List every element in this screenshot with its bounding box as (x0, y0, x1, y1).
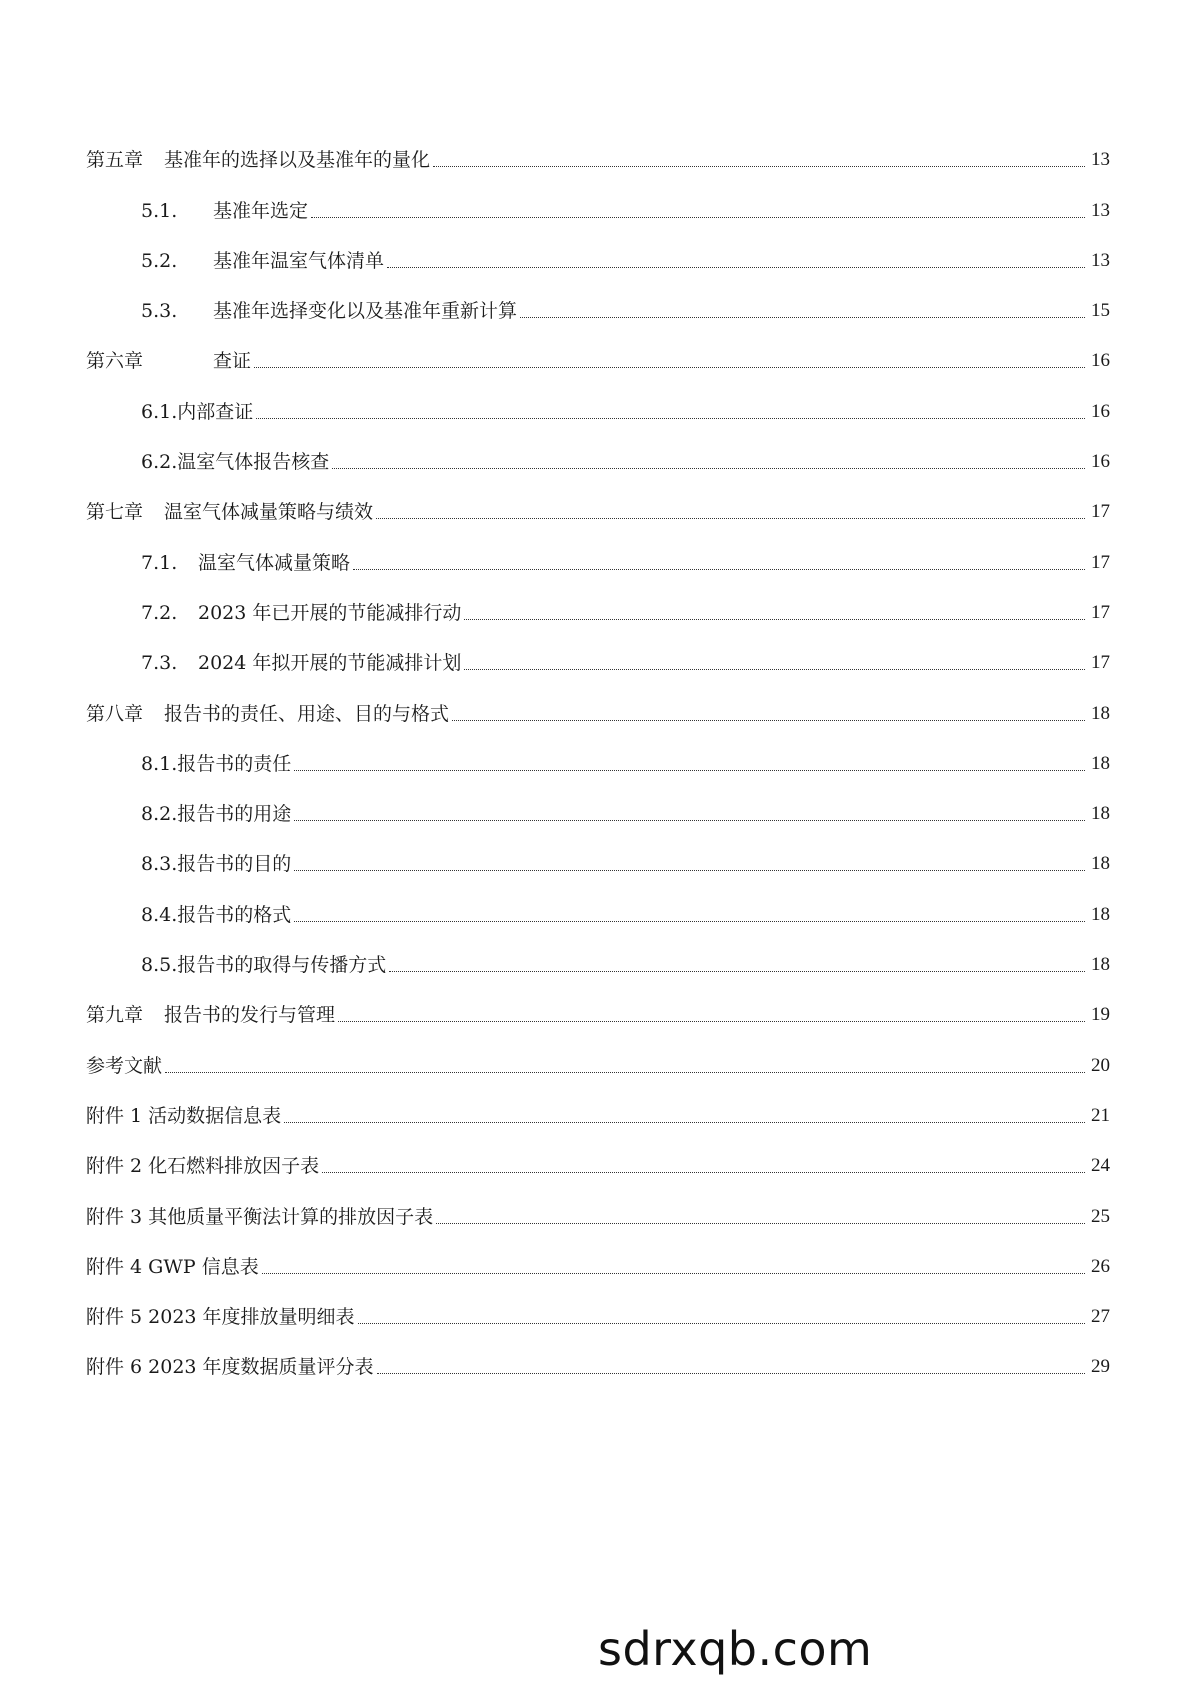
toc-dot-leader (311, 216, 1085, 218)
toc-entry-section[interactable] (86, 424, 1110, 474)
toc-entry-number: 8.5. (141, 954, 178, 977)
toc-dot-leader (254, 366, 1085, 368)
toc-page-number: 19 (1091, 1004, 1110, 1026)
toc-entry-section[interactable] (86, 826, 1110, 876)
toc-entry-title (86, 1003, 335, 1027)
toc-entry-number: 5.2. (141, 249, 178, 272)
toc-entry-chapter[interactable] (86, 675, 1110, 725)
toc-page-number: 15 (1091, 300, 1110, 322)
toc-page-number: 17 (1091, 551, 1110, 573)
toc-entry-title (86, 1255, 259, 1279)
watermark-text: sdrxqb.com (598, 1622, 873, 1676)
toc-entry-section[interactable] (86, 524, 1110, 574)
toc-entry-title (141, 249, 384, 273)
toc-entry-title (141, 752, 291, 776)
toc-entry-section[interactable] (86, 373, 1110, 423)
toc-page-number: 13 (1091, 149, 1110, 171)
toc-entry-text: 报告书的责任 (177, 752, 292, 775)
toc-dot-leader (464, 668, 1085, 670)
toc-entry-text: 报告书的责任、用途、目的与格式 (164, 702, 450, 725)
toc-page-number: 13 (1091, 249, 1110, 271)
toc-entry-text: 附件 4 GWP 信息表 (86, 1255, 259, 1278)
toc-entry-title (141, 199, 308, 223)
toc-dot-leader (520, 316, 1085, 318)
toc-entry-title (141, 400, 253, 424)
toc-entry-title (86, 1205, 433, 1229)
toc-page-number: 17 (1091, 652, 1110, 674)
toc-page-number: 29 (1091, 1356, 1110, 1378)
toc-entry-section[interactable] (86, 927, 1110, 977)
toc-entry-text: 内部查证 (177, 400, 254, 423)
toc-dot-leader (377, 1372, 1085, 1374)
toc-entry-text: 基准年温室气体清单 (213, 249, 385, 272)
toc-entry-title (86, 1355, 374, 1379)
toc-entry-section[interactable] (86, 876, 1110, 926)
toc-dot-leader (376, 517, 1085, 519)
toc-page-number: 13 (1091, 199, 1110, 221)
toc-entry-title (141, 601, 461, 625)
toc-dot-leader (294, 869, 1085, 871)
toc-entry-text: 基准年选定 (213, 199, 309, 222)
toc-page-number: 25 (1091, 1205, 1110, 1227)
toc-entry-number: 5.1. (141, 199, 178, 222)
toc-entry-number: 6.1. (141, 400, 178, 423)
toc-entry-text: 附件 6 2023 年度数据质量评分表 (86, 1356, 374, 1379)
toc-entry-section[interactable] (86, 776, 1110, 826)
toc-entry-title (86, 1104, 281, 1128)
toc-entry-text: 基准年的选择以及基准年的量化 (164, 149, 431, 172)
toc-entry-text: 报告书的取得与传播方式 (177, 954, 387, 977)
toc-entry-number: 7.1. (141, 551, 178, 574)
toc-page-number: 26 (1091, 1255, 1110, 1277)
toc-page-number: 18 (1091, 853, 1110, 875)
toc-entry-chapter[interactable] (86, 1128, 1110, 1178)
toc-dot-leader (464, 618, 1085, 620)
toc-entry-text: 基准年选择变化以及基准年重新计算 (213, 300, 518, 323)
toc-entry-chapter[interactable] (86, 1329, 1110, 1379)
toc-entry-chapter[interactable] (86, 1279, 1110, 1329)
toc-dot-leader (256, 417, 1085, 419)
toc-dot-leader (294, 769, 1085, 771)
toc-dot-leader (436, 1222, 1085, 1224)
toc-entry-chapter[interactable] (86, 474, 1110, 524)
toc-entry-text: 报告书的用途 (177, 803, 292, 826)
toc-dot-leader (284, 1121, 1085, 1123)
toc-dot-leader (332, 467, 1085, 469)
toc-entry-chapter[interactable] (86, 977, 1110, 1027)
toc-entry-title (86, 1054, 162, 1078)
toc-entry-title (141, 551, 350, 575)
toc-entry-chapter[interactable] (86, 1078, 1110, 1128)
toc-entry-text: 温室气体减量策略与绩效 (164, 501, 374, 524)
toc-entry-title (86, 500, 373, 524)
toc-dot-leader (452, 719, 1085, 721)
toc-entry-title (141, 802, 291, 826)
toc-dot-leader (358, 1322, 1085, 1324)
toc-dot-leader (294, 920, 1085, 922)
toc-entry-text: 报告书的格式 (177, 903, 292, 926)
toc-dot-leader (387, 266, 1085, 268)
toc-entry-text: 附件 5 2023 年度排放量明细表 (86, 1306, 355, 1329)
toc-entry-text: 附件 1 活动数据信息表 (86, 1104, 282, 1127)
toc-page-number: 18 (1091, 803, 1110, 825)
table-of-contents (86, 122, 1110, 1379)
toc-entry-number: 7.3. (141, 652, 178, 675)
toc-entry-title (141, 450, 329, 474)
toc-entry-text: 查证 (213, 350, 252, 373)
toc-dot-leader (165, 1071, 1085, 1073)
toc-dot-leader (433, 165, 1085, 167)
toc-dot-leader (353, 568, 1085, 570)
toc-entry-title (141, 651, 461, 675)
toc-entry-text: 温室气体报告核查 (177, 451, 330, 474)
toc-entry-chapter[interactable] (86, 323, 1110, 373)
toc-entry-text: 报告书的目的 (177, 853, 292, 876)
toc-dot-leader (389, 970, 1085, 972)
toc-entry-section[interactable] (86, 273, 1110, 323)
toc-entry-text: 温室气体减量策略 (198, 551, 351, 574)
toc-page-number: 18 (1091, 954, 1110, 976)
toc-entry-number: 8.1. (141, 752, 178, 775)
toc-entry-title (141, 953, 386, 977)
toc-entry-text: 附件 3 其他质量平衡法计算的排放因子表 (86, 1205, 434, 1228)
toc-entry-title (141, 903, 291, 927)
toc-page-number: 16 (1091, 400, 1110, 422)
toc-entry-number: 第九章 (86, 1004, 144, 1027)
toc-entry-number: 第六章 (86, 350, 144, 373)
toc-entry-text: 2023 年已开展的节能减排行动 (198, 601, 462, 624)
toc-entry-title (141, 852, 291, 876)
toc-page-number: 17 (1091, 501, 1110, 523)
toc-entry-number: 第七章 (86, 501, 144, 524)
toc-entry-title (86, 1305, 355, 1329)
toc-page-number: 18 (1091, 752, 1110, 774)
toc-entry-section[interactable] (86, 575, 1110, 625)
toc-page-number: 24 (1091, 1155, 1110, 1177)
toc-entry-text: 报告书的发行与管理 (164, 1004, 336, 1027)
toc-entry-number: 8.3. (141, 853, 178, 876)
toc-entry-chapter[interactable] (86, 1229, 1110, 1279)
toc-page-number: 18 (1091, 903, 1110, 925)
toc-entry-title (86, 148, 430, 172)
toc-entry-number: 第八章 (86, 702, 144, 725)
toc-dot-leader (294, 819, 1085, 821)
toc-entry-number: 7.2. (141, 601, 178, 624)
toc-entry-section[interactable] (86, 223, 1110, 273)
toc-entry-number: 6.2. (141, 451, 178, 474)
toc-page-number: 20 (1091, 1054, 1110, 1076)
toc-entry-title (86, 1154, 319, 1178)
toc-dot-leader (262, 1272, 1085, 1274)
toc-entry-section[interactable] (86, 172, 1110, 222)
toc-entry-title (141, 299, 517, 323)
toc-entry-text: 2024 年拟开展的节能减排计划 (198, 652, 462, 675)
toc-entry-number: 8.2. (141, 803, 178, 826)
toc-entry-text: 附件 2 化石燃料排放因子表 (86, 1155, 320, 1178)
toc-page-number: 16 (1091, 451, 1110, 473)
toc-entry-title (86, 702, 449, 726)
toc-page-number: 21 (1091, 1104, 1110, 1126)
toc-dot-leader (322, 1171, 1085, 1173)
toc-page-number: 17 (1091, 601, 1110, 623)
toc-entry-number: 5.3. (141, 300, 178, 323)
toc-entry-chapter[interactable] (86, 1027, 1110, 1077)
toc-page-number: 18 (1091, 702, 1110, 724)
toc-page-number: 16 (1091, 350, 1110, 372)
toc-entry-section[interactable] (86, 625, 1110, 675)
toc-entry-number: 8.4. (141, 903, 178, 926)
toc-entry-text: 参考文献 (86, 1054, 163, 1077)
toc-entry-title (86, 349, 251, 373)
toc-page-number: 27 (1091, 1306, 1110, 1328)
toc-entry-number: 第五章 (86, 149, 144, 172)
toc-entry-section[interactable] (86, 726, 1110, 776)
toc-entry-chapter[interactable] (86, 122, 1110, 172)
toc-dot-leader (338, 1020, 1085, 1022)
toc-entry-chapter[interactable] (86, 1178, 1110, 1228)
